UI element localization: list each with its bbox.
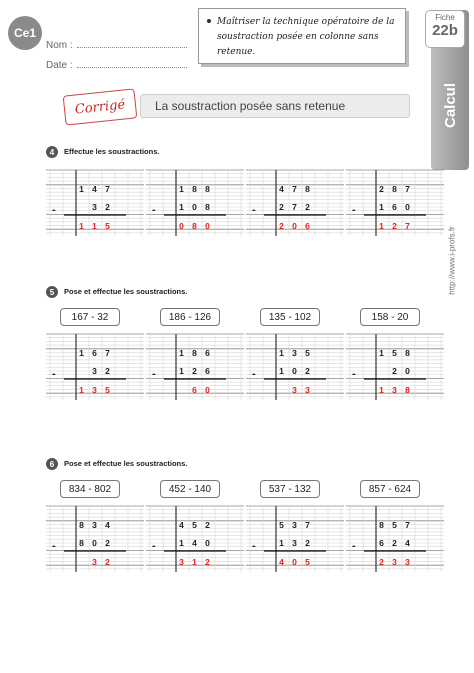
corrige-text: Corrigé (74, 96, 126, 118)
level-badge: Ce1 (8, 16, 42, 50)
result-digit (363, 384, 374, 395)
minus-sign: - (52, 368, 56, 380)
fiche-number: 22b (432, 22, 458, 39)
result-digit: 8 (192, 220, 197, 231)
digit (163, 537, 174, 548)
result-digit: 3 (292, 384, 297, 395)
name-label: Nom : (46, 40, 73, 51)
digit: 8 (192, 347, 197, 358)
result-digit: 0 (179, 220, 184, 231)
result-digit: 3 (392, 556, 397, 567)
result-digit: 1 (379, 384, 384, 395)
digit: 3 (92, 519, 97, 530)
result-digit: 6 (192, 384, 197, 395)
digit (263, 183, 274, 194)
digit: 6 (379, 537, 384, 548)
result-digit: 4 (279, 556, 284, 567)
digit (263, 347, 274, 358)
result-digit: 2 (279, 220, 284, 231)
digit: 2 (392, 537, 397, 548)
subtraction-grid (146, 332, 244, 402)
subject-text: Calcul (441, 82, 459, 128)
result-digit: 5 (305, 556, 310, 567)
digit (263, 201, 274, 212)
digit (163, 347, 174, 358)
digit: 1 (179, 537, 184, 548)
digit: 8 (305, 183, 310, 194)
digit: 5 (279, 519, 284, 530)
digit: 4 (192, 537, 197, 548)
digit: 3 (292, 519, 297, 530)
subtraction-grid (146, 504, 244, 574)
digit: 1 (279, 347, 284, 358)
fiche-box (425, 10, 465, 48)
digit: 2 (192, 365, 197, 376)
digit: 1 (79, 347, 84, 358)
result-digit: 3 (179, 556, 184, 567)
digit: 7 (405, 519, 410, 530)
exercise-instruction: Pose et effectue les soustractions. (64, 287, 188, 296)
digit (76, 201, 87, 212)
subtraction-grid (46, 168, 144, 238)
result-digit (63, 556, 74, 567)
result-digit: 1 (379, 220, 384, 231)
digit: 2 (105, 537, 110, 548)
result-digit: 1 (92, 220, 97, 231)
digit (263, 365, 274, 376)
digit (363, 183, 374, 194)
subject-label (432, 60, 468, 150)
exercise-number: 6 (46, 458, 58, 470)
digit: 8 (392, 183, 397, 194)
digit (163, 519, 174, 530)
digit: 3 (292, 537, 297, 548)
digit: 5 (305, 347, 310, 358)
date-line (77, 60, 187, 68)
digit: 1 (279, 365, 284, 376)
digit (263, 537, 274, 548)
digit: 2 (392, 365, 397, 376)
digit: 2 (205, 519, 210, 530)
digit (63, 201, 74, 212)
digit: 4 (179, 519, 184, 530)
digit: 2 (305, 537, 310, 548)
digit (263, 519, 274, 530)
digit: 4 (279, 183, 284, 194)
exercise-instruction: Pose et effectue les soustractions. (64, 459, 188, 468)
minus-sign: - (152, 368, 156, 380)
digit: 7 (105, 183, 110, 194)
result-digit (163, 556, 174, 567)
result-digit: 0 (292, 220, 297, 231)
digit: 6 (205, 365, 210, 376)
digit: 6 (392, 201, 397, 212)
minus-sign: - (152, 204, 156, 216)
digit: 8 (205, 201, 210, 212)
digit: 8 (79, 537, 84, 548)
result-digit: 0 (292, 556, 297, 567)
digit: 2 (105, 365, 110, 376)
minus-sign: - (252, 204, 256, 216)
digit (363, 537, 374, 548)
subtraction-grid (46, 504, 144, 574)
result-digit: 1 (79, 384, 84, 395)
result-digit: 2 (105, 556, 110, 567)
operation-box: 537 - 132 (260, 480, 320, 498)
digit: 8 (192, 183, 197, 194)
digit: 0 (405, 365, 410, 376)
digit: 0 (205, 537, 210, 548)
digit (63, 519, 74, 530)
digit: 6 (92, 347, 97, 358)
digit (363, 365, 374, 376)
objective-text: Maîtriser la technique opératoire de la soustraction posée en colonne sans retenue. (217, 17, 395, 57)
subtraction-grid (46, 332, 144, 402)
website-label (442, 200, 462, 320)
subtraction-grid (246, 504, 344, 574)
digit: 7 (292, 201, 297, 212)
result-digit (63, 220, 74, 231)
result-digit (76, 556, 87, 567)
digit: 1 (379, 347, 384, 358)
minus-sign: - (52, 540, 56, 552)
digit: 1 (179, 201, 184, 212)
minus-sign: - (252, 368, 256, 380)
subtraction-grid (246, 168, 344, 238)
result-digit: 0 (205, 384, 210, 395)
result-digit: 5 (105, 384, 110, 395)
digit: 4 (92, 183, 97, 194)
digit: 5 (392, 347, 397, 358)
digit: 4 (405, 537, 410, 548)
result-digit: 2 (205, 556, 210, 567)
result-digit: 3 (392, 384, 397, 395)
name-line (77, 40, 187, 48)
digit: 0 (292, 365, 297, 376)
result-digit (163, 220, 174, 231)
result-digit (163, 384, 174, 395)
digit: 7 (292, 183, 297, 194)
result-digit: 2 (392, 220, 397, 231)
objective-box (198, 8, 406, 64)
digit: 2 (105, 201, 110, 212)
digit: 8 (379, 519, 384, 530)
operation-box: 158 - 20 (360, 308, 420, 326)
digit: 0 (192, 201, 197, 212)
name-field (46, 40, 187, 51)
digit: 3 (92, 365, 97, 376)
digit: 1 (79, 183, 84, 194)
digit (363, 519, 374, 530)
digit (163, 201, 174, 212)
subtraction-grid (346, 504, 444, 574)
result-digit: 1 (192, 556, 197, 567)
exercise-section (46, 286, 436, 476)
digit (363, 347, 374, 358)
result-digit: 7 (405, 220, 410, 231)
minus-sign: - (52, 204, 56, 216)
subtraction-grid (146, 168, 244, 238)
digit (63, 365, 74, 376)
result-digit (363, 220, 374, 231)
title-bar (140, 94, 410, 118)
exercise-number: 4 (46, 146, 58, 158)
digit: 1 (379, 201, 384, 212)
digit (63, 347, 74, 358)
result-digit (276, 384, 287, 395)
result-digit: 6 (305, 220, 310, 231)
result-digit: 8 (405, 384, 410, 395)
digit: 7 (405, 183, 410, 194)
result-digit: 1 (79, 220, 84, 231)
minus-sign: - (352, 204, 356, 216)
digit: 6 (205, 347, 210, 358)
operation-box: 834 - 802 (60, 480, 120, 498)
digit: 3 (92, 201, 97, 212)
digit (63, 537, 74, 548)
digit: 0 (405, 201, 410, 212)
exercise-section (46, 458, 436, 648)
result-digit (363, 556, 374, 567)
digit (76, 365, 87, 376)
digit: 2 (379, 183, 384, 194)
result-digit: 2 (379, 556, 384, 567)
digit: 5 (192, 519, 197, 530)
operation-box: 167 - 32 (60, 308, 120, 326)
digit (63, 183, 74, 194)
subtraction-grid (246, 332, 344, 402)
minus-sign: - (152, 540, 156, 552)
digit: 8 (405, 347, 410, 358)
digit: 0 (92, 537, 97, 548)
date-label: Date : (46, 60, 73, 71)
result-digit: 5 (105, 220, 110, 231)
website-text: http://www.i-profs.fr (447, 225, 457, 295)
minus-sign: - (352, 368, 356, 380)
subtraction-grid (346, 332, 444, 402)
digit (163, 183, 174, 194)
digit: 1 (279, 537, 284, 548)
page-title: La soustraction posée sans retenue (155, 99, 346, 113)
digit (163, 365, 174, 376)
digit: 1 (179, 183, 184, 194)
result-digit (263, 556, 274, 567)
subtraction-grid (346, 168, 444, 238)
digit: 8 (79, 519, 84, 530)
digit: 2 (305, 201, 310, 212)
date-field (46, 60, 187, 71)
operation-box: 452 - 140 (160, 480, 220, 498)
result-digit: 3 (305, 384, 310, 395)
digit: 3 (292, 347, 297, 358)
operation-box: 857 - 624 (360, 480, 420, 498)
result-digit: 3 (405, 556, 410, 567)
digit (363, 201, 374, 212)
bullet-icon (207, 19, 211, 23)
digit: 8 (205, 183, 210, 194)
result-digit (263, 220, 274, 231)
digit: 2 (305, 365, 310, 376)
corrige-stamp (63, 88, 138, 125)
fiche-label: Fiche (435, 13, 455, 22)
digit: 4 (105, 519, 110, 530)
digit: 5 (392, 519, 397, 530)
digit: 1 (179, 347, 184, 358)
digit: 1 (179, 365, 184, 376)
digit: 7 (105, 347, 110, 358)
result-digit (176, 384, 187, 395)
exercise-number: 5 (46, 286, 58, 298)
result-digit: 0 (205, 220, 210, 231)
minus-sign: - (352, 540, 356, 552)
digit: 2 (279, 201, 284, 212)
result-digit (63, 384, 74, 395)
digit: 7 (305, 519, 310, 530)
operation-box: 186 - 126 (160, 308, 220, 326)
result-digit (263, 384, 274, 395)
result-digit: 3 (92, 384, 97, 395)
result-digit: 3 (92, 556, 97, 567)
digit (376, 365, 387, 376)
exercise-instruction: Effectue les soustractions. (64, 147, 160, 156)
operation-box: 135 - 102 (260, 308, 320, 326)
minus-sign: - (252, 540, 256, 552)
